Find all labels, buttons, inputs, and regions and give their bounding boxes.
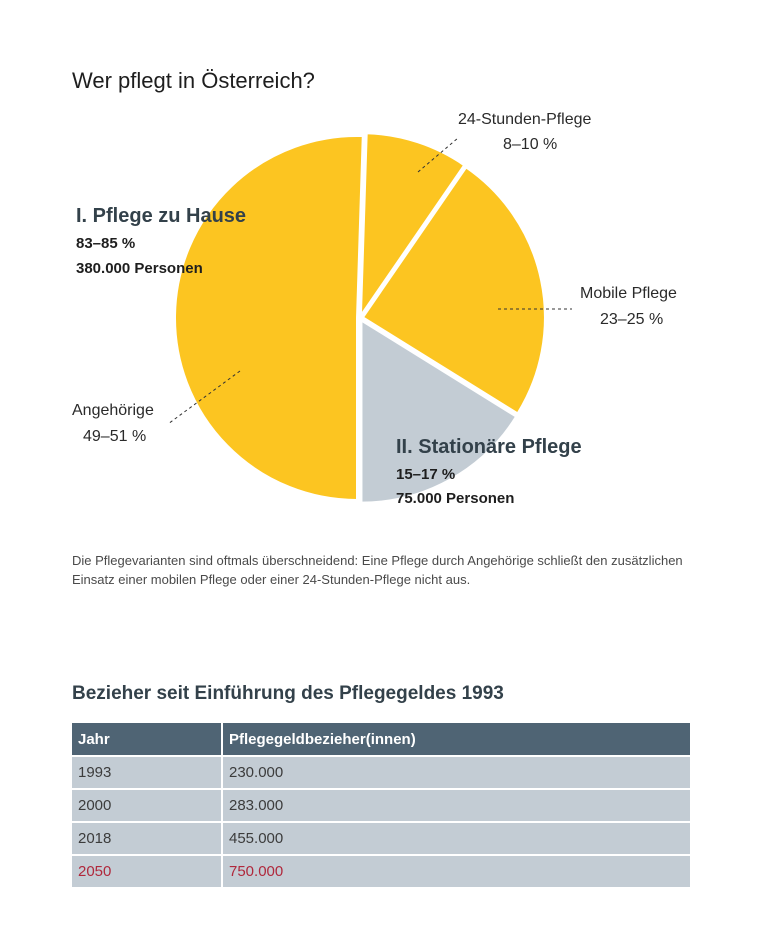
cell-year: 2050	[72, 855, 222, 887]
cell-year: 1993	[72, 756, 222, 789]
cell-beneficiaries: 455.000	[222, 822, 690, 855]
label-angehoerige-range: 49–51 %	[83, 428, 147, 445]
beneficiaries-table	[72, 723, 690, 887]
column-header-year: Jahr	[72, 723, 222, 756]
table-title: Bezieher seit Einführung des Pflegegeldes 1993	[72, 683, 504, 704]
group-stationary-persons: 75.000 Personen	[396, 490, 515, 507]
cell-beneficiaries: 750.000	[222, 855, 690, 887]
table-header-row	[72, 723, 690, 756]
cell-year: 2018	[72, 822, 222, 855]
group-home-persons: 380.000 Personen	[76, 260, 203, 277]
table-row	[72, 756, 690, 789]
cell-beneficiaries: 230.000	[222, 756, 690, 789]
label-mobile-range: 23–25 %	[600, 311, 664, 328]
group-stationary-title: II. Stationäre Pflege	[396, 436, 582, 458]
table-row-projection	[72, 855, 690, 887]
group-home-percent: 83–85 %	[76, 235, 136, 252]
cell-year: 2000	[72, 789, 222, 822]
footnote: Die Pflegevarianten sind oftmals überschneidend: Eine Pflege durch Angehörige schließt den zusätzlichen Einsatz einer mobilen Pflege oder einer 24-Stunden-Pflege nicht aus.	[72, 553, 683, 587]
label-24h-name: 24-Stunden-Pflege	[458, 111, 592, 128]
group-home-title: I. Pflege zu Hause	[76, 205, 247, 227]
cell-beneficiaries: 283.000	[222, 789, 690, 822]
slice-angehoerige	[175, 136, 363, 500]
table-row	[72, 789, 690, 822]
label-mobile-name: Mobile Pflege	[580, 285, 677, 302]
column-header-beneficiaries: Pflegegeldbezieher(innen)	[222, 723, 690, 756]
group-stationary-percent: 15–17 %	[396, 466, 456, 483]
table-row	[72, 822, 690, 855]
page-title: Wer pflegt in Österreich?	[72, 68, 315, 93]
label-24h-range: 8–10 %	[503, 136, 558, 153]
label-angehoerige-name: Angehörige	[72, 402, 154, 419]
